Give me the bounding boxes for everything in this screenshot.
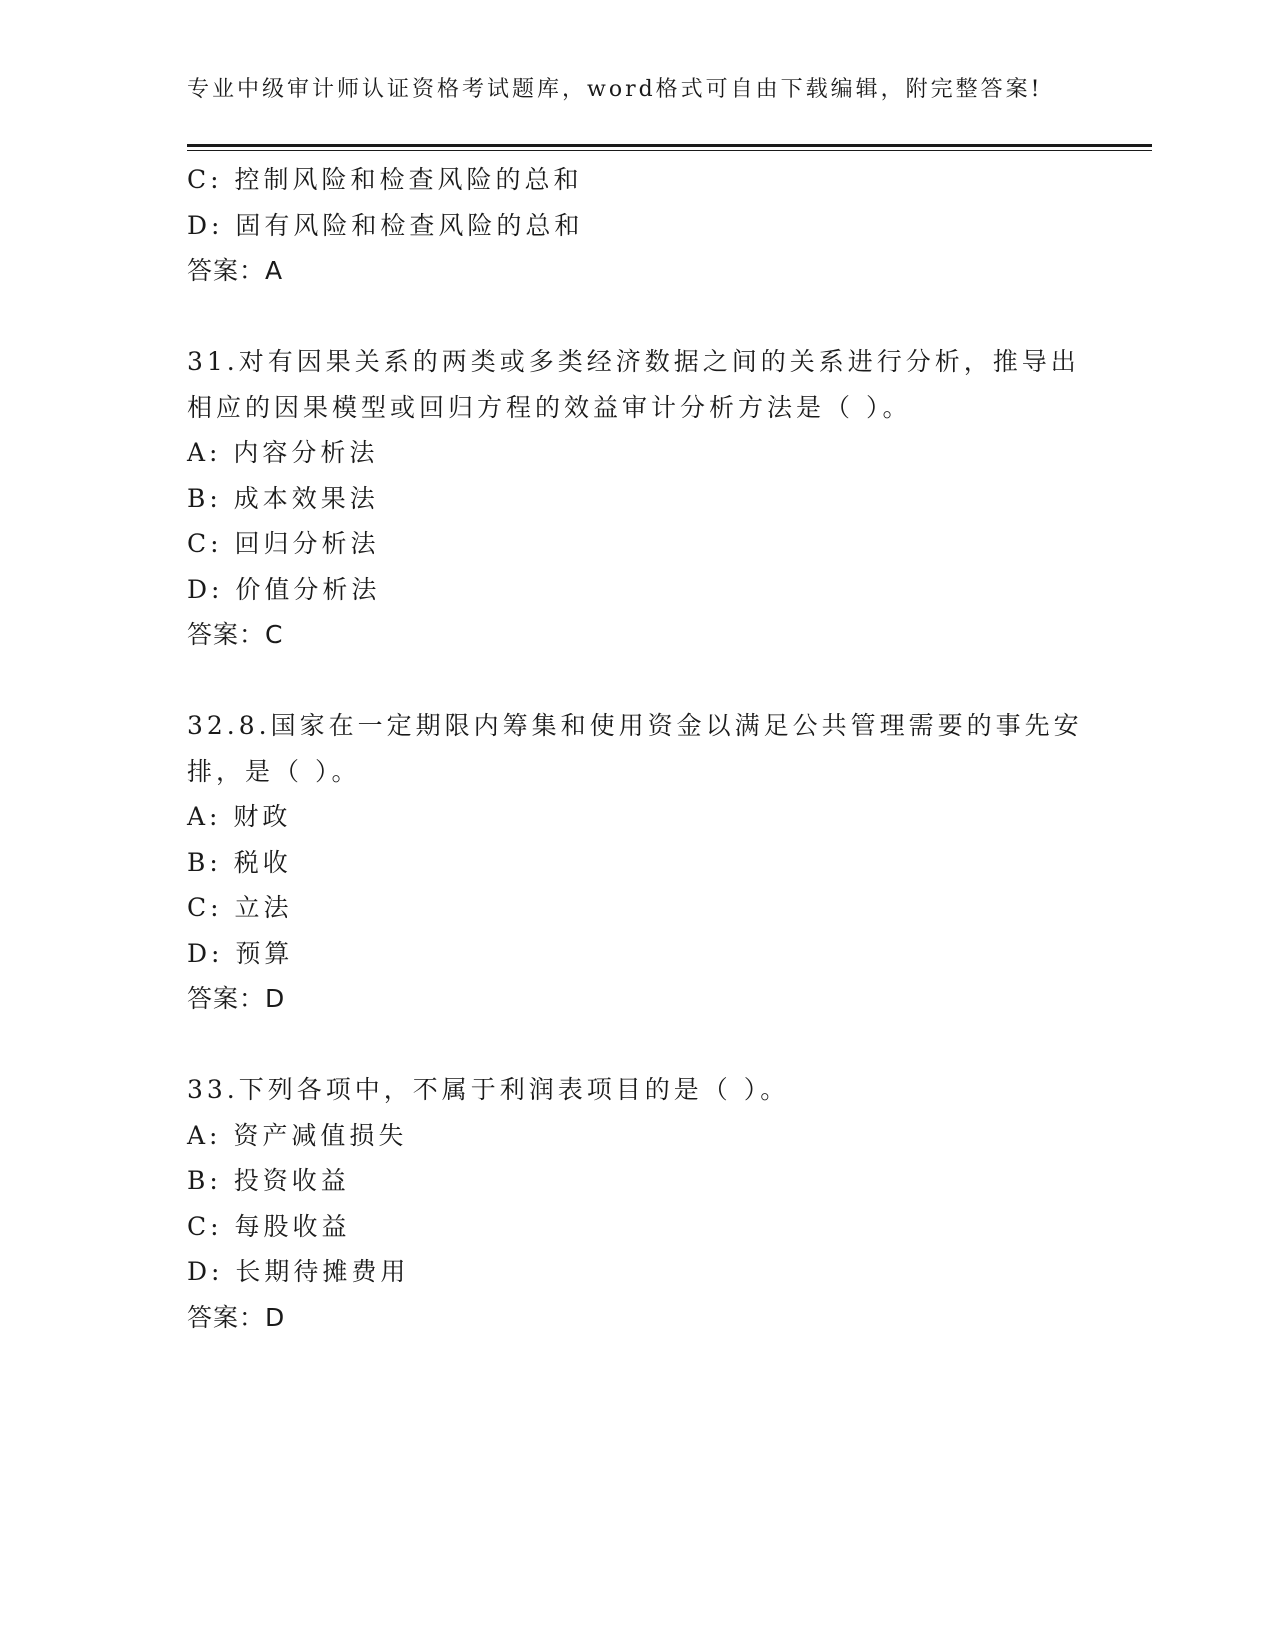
- option-d: D: 长期待摊费用: [187, 1257, 410, 1286]
- spacer: [187, 658, 1087, 704]
- option-b: B: 税收: [187, 847, 292, 877]
- question-content: [187, 157, 1087, 1340]
- question-stem-line: 排，是（ ）。: [187, 756, 361, 786]
- option-c: C: 回归分析法: [187, 529, 380, 558]
- option-c: C: 控制风险和检查风险的总和: [187, 165, 583, 194]
- spacer: [187, 1022, 1087, 1068]
- prev-question-block: [187, 157, 1087, 294]
- option-b: B: 成本效果法: [187, 483, 379, 513]
- option-c: C: 每股收益: [187, 1211, 351, 1241]
- option-b: B: 投资收益: [187, 1166, 350, 1195]
- option-c: C: 立法: [187, 893, 293, 922]
- question-33: [187, 1067, 1087, 1340]
- answer-line: 答案：A: [187, 256, 284, 285]
- question-32: [187, 703, 1087, 1022]
- question-stem-line: 33.下列各项中，不属于利润表项目的是（ ）。: [187, 1075, 790, 1104]
- page-header: 专业中级审计师认证资格考试题库，word格式可自由下载编辑，附完整答案!: [187, 77, 1043, 102]
- option-a: A: 资产减值损失: [187, 1120, 408, 1150]
- option-d: D: 价值分析法: [187, 574, 381, 604]
- question-stem-line: 31.对有因果关系的两类或多类经济数据之间的关系进行分析，推导出: [187, 347, 1080, 376]
- spacer: [187, 294, 1087, 340]
- option-d: D: 固有风险和检查风险的总和: [187, 210, 584, 240]
- answer-line: 答案：D: [187, 984, 286, 1013]
- answer-line: 答案：C: [187, 620, 284, 649]
- question-stem-line: 32.8.国家在一定期限内筹集和使用资金以满足公共管理需要的事先安: [187, 711, 1083, 740]
- answer-line: 答案：D: [187, 1302, 286, 1332]
- header-rule-thick: [187, 144, 1152, 147]
- question-31: [187, 339, 1087, 658]
- option-a: A: 财政: [187, 802, 292, 831]
- option-a: A: 内容分析法: [187, 438, 379, 467]
- question-stem-line: 相应的因果模型或回归方程的效益审计分析方法是（ ）。: [187, 392, 912, 422]
- option-d: D: 预算: [187, 938, 294, 968]
- header-rule-thin: [187, 150, 1152, 151]
